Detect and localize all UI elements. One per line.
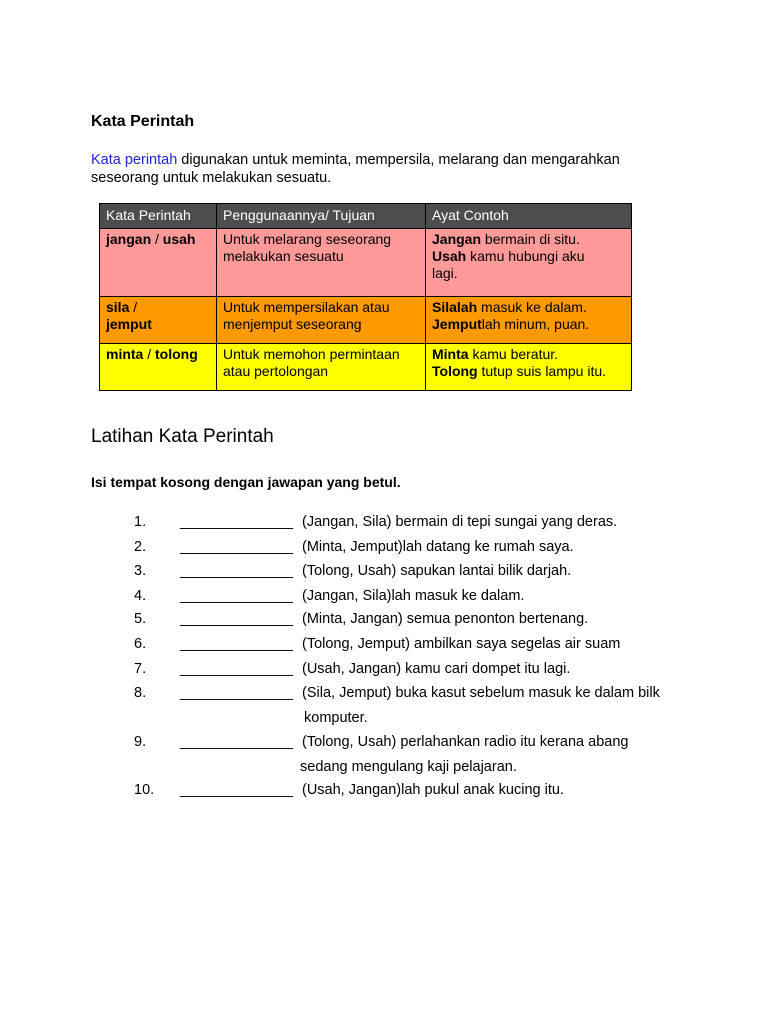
contoh-keyword: Jemput xyxy=(432,316,482,332)
tujuan-line: atau pertolongan xyxy=(223,363,329,379)
contoh-keyword: Jangan xyxy=(432,231,482,247)
answer-blank[interactable]: ______________ xyxy=(180,514,293,530)
table-row xyxy=(100,297,632,344)
contoh-keyword: Minta xyxy=(432,346,469,362)
contoh-text: tutup suis lampu itu. xyxy=(477,363,607,379)
item-number: 10. xyxy=(134,782,155,798)
contoh-text: masuk ke dalam. xyxy=(477,299,587,315)
kata-word: usah xyxy=(162,231,196,247)
tujuan-line: melakukan sesuatu xyxy=(223,248,344,264)
cell-kata xyxy=(100,229,217,297)
item-text: (Minta, Jangan) semua penonton bertenang. xyxy=(302,611,589,627)
answer-blank[interactable]: ______________ xyxy=(180,539,293,555)
exercise-instruction: Isi tempat kosong dengan jawapan yang betul. xyxy=(91,474,401,490)
contoh-keyword: Tolong xyxy=(432,363,478,379)
list-item xyxy=(0,611,768,631)
item-text: (Sila, Jemput) buka kasut sebelum masuk ke dalam bilk xyxy=(302,685,660,701)
item-text: (Usah, Jangan)lah pukul anak kucing itu. xyxy=(302,782,564,798)
item-text-continuation: komputer. xyxy=(304,710,368,726)
answer-blank[interactable]: ______________ xyxy=(180,611,293,627)
item-number: 5. xyxy=(134,611,147,627)
cell-tujuan xyxy=(217,344,426,391)
list-item xyxy=(0,539,768,559)
contoh-text: lah minum, puan. xyxy=(481,316,590,332)
table-header-row xyxy=(100,204,632,229)
list-item xyxy=(0,782,768,802)
intro-paragraph xyxy=(91,151,671,187)
list-item xyxy=(0,563,768,583)
item-number: 3. xyxy=(134,563,147,579)
answer-blank[interactable]: ______________ xyxy=(180,636,293,652)
header-kata-perintah: Kata Perintah xyxy=(100,204,217,229)
kata-word: jangan xyxy=(106,231,152,247)
intro-keyword: Kata perintah xyxy=(91,152,178,168)
item-text: (Usah, Jangan) kamu cari dompet itu lagi. xyxy=(302,661,571,677)
cell-kata xyxy=(100,297,217,344)
list-item xyxy=(0,636,768,656)
item-text: (Tolong, Usah) sapukan lantai bilik darjah. xyxy=(302,563,572,579)
list-item-continuation xyxy=(0,759,768,779)
item-number: 9. xyxy=(134,734,147,750)
header-tujuan: Penggunaannya/ Tujuan xyxy=(217,204,426,229)
contoh-text: lagi. xyxy=(432,265,458,281)
kata-word: sila xyxy=(106,299,130,315)
kata-separator: / xyxy=(129,299,138,315)
cell-contoh xyxy=(426,297,632,344)
kata-word: jemput xyxy=(106,316,152,332)
item-text: (Minta, Jemput)lah datang ke rumah saya. xyxy=(302,539,574,555)
answer-blank[interactable]: ______________ xyxy=(180,782,293,798)
contoh-text: bermain di situ. xyxy=(481,231,580,247)
kata-word: minta xyxy=(106,346,144,362)
cell-tujuan xyxy=(217,297,426,344)
item-text-continuation: sedang mengulang kaji pelajaran. xyxy=(300,759,517,775)
answer-blank[interactable]: ______________ xyxy=(180,734,293,750)
kata-perintah-table xyxy=(99,203,632,391)
tujuan-line: Untuk mempersilakan atau xyxy=(223,299,390,315)
item-number: 4. xyxy=(134,588,147,604)
item-text: (Jangan, Sila) bermain di tepi sungai yang deras. xyxy=(302,514,618,530)
item-number: 6. xyxy=(134,636,147,652)
cell-tujuan xyxy=(217,229,426,297)
exercise-title: Latihan Kata Perintah xyxy=(91,426,274,447)
answer-blank[interactable]: ______________ xyxy=(180,661,293,677)
item-number: 8. xyxy=(134,685,147,701)
kata-word: tolong xyxy=(155,346,198,362)
cell-contoh xyxy=(426,344,632,391)
table-row xyxy=(100,344,632,391)
intro-text-line1: digunakan untuk meminta, mempersila, melarang dan mengarahkan xyxy=(177,152,620,168)
tujuan-line: Untuk memohon permintaan xyxy=(223,346,400,362)
kata-separator: / xyxy=(143,346,156,362)
answer-blank[interactable]: ______________ xyxy=(180,588,293,604)
intro-text-line2: seseorang untuk melakukan sesuatu. xyxy=(91,170,332,186)
list-item xyxy=(0,661,768,681)
page-title: Kata Perintah xyxy=(91,113,195,130)
contoh-keyword: Silalah xyxy=(432,299,478,315)
kata-separator: / xyxy=(151,231,163,247)
tujuan-line: Untuk melarang seseorang xyxy=(223,231,392,247)
item-number: 1. xyxy=(134,514,147,530)
item-text: (Tolong, Jemput) ambilkan saya segelas air suam xyxy=(302,636,621,652)
list-item xyxy=(0,734,768,754)
item-number: 2. xyxy=(134,539,147,555)
answer-blank[interactable]: ______________ xyxy=(180,685,293,701)
contoh-text: kamu hubungi aku xyxy=(466,248,585,264)
list-item-continuation xyxy=(0,710,768,730)
list-item xyxy=(0,685,768,705)
contoh-text: kamu beratur. xyxy=(468,346,559,362)
list-item xyxy=(0,514,768,534)
list-item xyxy=(0,588,768,608)
table-row xyxy=(100,229,632,297)
answer-blank[interactable]: ______________ xyxy=(180,563,293,579)
item-number: 7. xyxy=(134,661,147,677)
contoh-keyword: Usah xyxy=(432,248,467,264)
tujuan-line: menjemput seseorang xyxy=(223,316,362,332)
item-text: (Jangan, Sila)lah masuk ke dalam. xyxy=(302,588,525,604)
cell-contoh xyxy=(426,229,632,297)
header-ayat-contoh: Ayat Contoh xyxy=(426,204,632,229)
item-text: (Tolong, Usah) perlahankan radio itu kerana abang xyxy=(302,734,629,750)
cell-kata xyxy=(100,344,217,391)
